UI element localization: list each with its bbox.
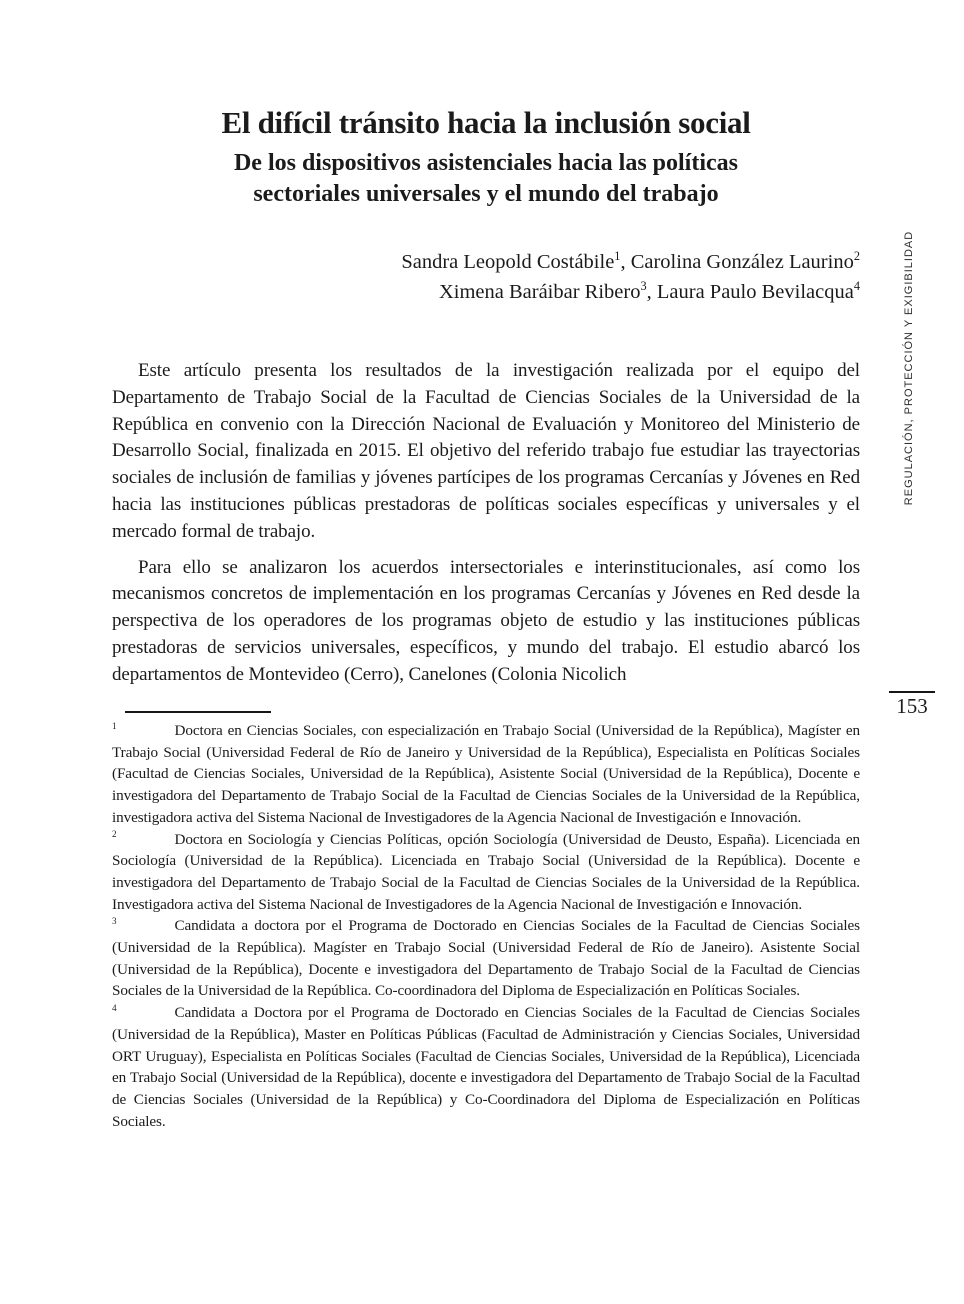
author-footnote-ref: 1	[614, 249, 621, 264]
footnote	[112, 829, 860, 916]
footnote-marker: 1	[112, 720, 117, 731]
footnote-text: Candidata a doctora por el Programa de Doctorado en Ciencias Sociales de la Facultad de Ciencias Sociales (Universidad de la República). Magíster en Trabajo Social (Universidad Federal de Río de Janeiro). Asistente Social (Universidad de la República), Docente e investigadora del Departamento de Trabajo Social de la Facultad de Ciencias Sociales de la Universidad de la República. Co-coordinadora del Diploma de Especialización en Políticas Sociales.	[112, 917, 860, 1000]
author-name: Ximena Baráibar Ribero	[438, 281, 641, 303]
author-line	[112, 247, 860, 277]
footnote-separator	[125, 711, 271, 713]
author-name: , Laura Paulo Bevilacqua	[646, 281, 854, 303]
footnote-marker: 3	[112, 916, 117, 927]
footnote-text: Candidata a Doctora por el Programa de Doctorado en Ciencias Sociales de la Facultad de Ciencias Sociales (Universidad de la República), Master en Políticas Públicas (Facultad de Administración y Ciencias Sociales, Universidad ORT Uruguay), Especialista en Políticas Sociales (Facultad de Ciencias Sociales, Universidad de la República), Licenciada en Trabajo Social (Universidad de la República), docente e investigadora del Departamento de Trabajo Social de la Facultad de Ciencias Sociales (Universidad de la República) y Co-Coordinadora del Diploma de Especialización en Políticas Sociales.	[112, 1004, 860, 1130]
author-line	[112, 277, 860, 307]
author-name: Sandra Leopold Costábile	[401, 251, 615, 273]
article-body	[112, 358, 860, 689]
footnote	[112, 1002, 860, 1132]
article-subtitle-line: sectoriales universales y el mundo del trabajo	[253, 181, 719, 207]
footnote	[112, 915, 860, 1002]
author-name: , Carolina González Laurino	[620, 251, 854, 273]
author-footnote-ref: 2	[853, 249, 860, 264]
page-number: 153	[889, 691, 935, 718]
body-paragraph: Este artículo presenta los resultados de la investigación realizada por el equipo del Departamento de Trabajo Social de la Facultad de Ciencias Sociales de la Universidad de la República en convenio con la Dirección Nacional de Evaluación y Monitoreo del Ministerio de Desarrollo Social, finalizada en 2015. El objetivo del referido trabajo fue estudiar las trayectorias sociales de inclusión de familias y jóvenes partícipes de los programas Cercanías y Jóvenes en Red hacia las instituciones públicas prestadoras de políticas sociales específicas y universales y el mercado formal de trabajo.	[112, 360, 860, 542]
footnote-text: Doctora en Ciencias Sociales, con especialización en Trabajo Social (Universidad de la República), Magíster en Trabajo Social (Universidad Federal de Río de Janeiro y Universidad de la República), Especialista en Políticas Sociales (Facultad de Ciencias Sociales, Universidad de la República), Asistente Social (Universidad de la República), Docente e investigadora del Departamento de Trabajo Social de la Facultad de Ciencias Sociales de la Universidad de la República, investigadora activa del Sistema Nacional de Investigadores de la Agencia Nacional de Investigación e Innovación.	[112, 722, 860, 826]
author-block	[112, 247, 860, 307]
body-paragraph: Para ello se analizaron los acuerdos intersectoriales e interinstitucionales, así como los mecanismos concretos de implementación en los programas Cercanías y Jóvenes en Red desde la perspectiva de los operadores de los programas objeto de estudio y las instituciones públicas prestadoras de servicios universales, específicos, y mundo del trabajo. El estudio abarcó los departamentos de Montevideo (Cerro), Canelones (Colonia Nicolich	[112, 556, 860, 685]
article-subtitle	[112, 148, 860, 210]
article-content	[112, 0, 860, 689]
footnote	[112, 720, 860, 829]
footnote-marker: 2	[112, 829, 117, 840]
footnote-text: Doctora en Sociología y Ciencias Políticas, opción Sociología (Universidad de Deusto, España). Licenciada en Sociología (Universidad de la República). Licenciada en Trabajo Social (Universidad de la República). Docente e investigadora del Departamento de Trabajo Social de la Facultad de Ciencias Sociales de la Universidad de la República. Investigadora activa del Sistema Nacional de Investigadores de la Agencia Nacional de Investigación e Innovación.	[112, 830, 860, 913]
author-footnote-ref: 4	[853, 279, 860, 294]
article-subtitle-line: De los dispositivos asistenciales hacia las políticas	[233, 150, 739, 176]
footnotes-section	[112, 720, 860, 1132]
article-title: El difícil tránsito hacia la inclusión social	[221, 105, 751, 140]
author-footnote-ref: 3	[640, 279, 647, 294]
footnote-marker: 4	[112, 1003, 117, 1014]
section-sidebar-label: REGULACIÓN, PROTECCIÓN Y EXIGIBILIDAD	[903, 230, 915, 506]
